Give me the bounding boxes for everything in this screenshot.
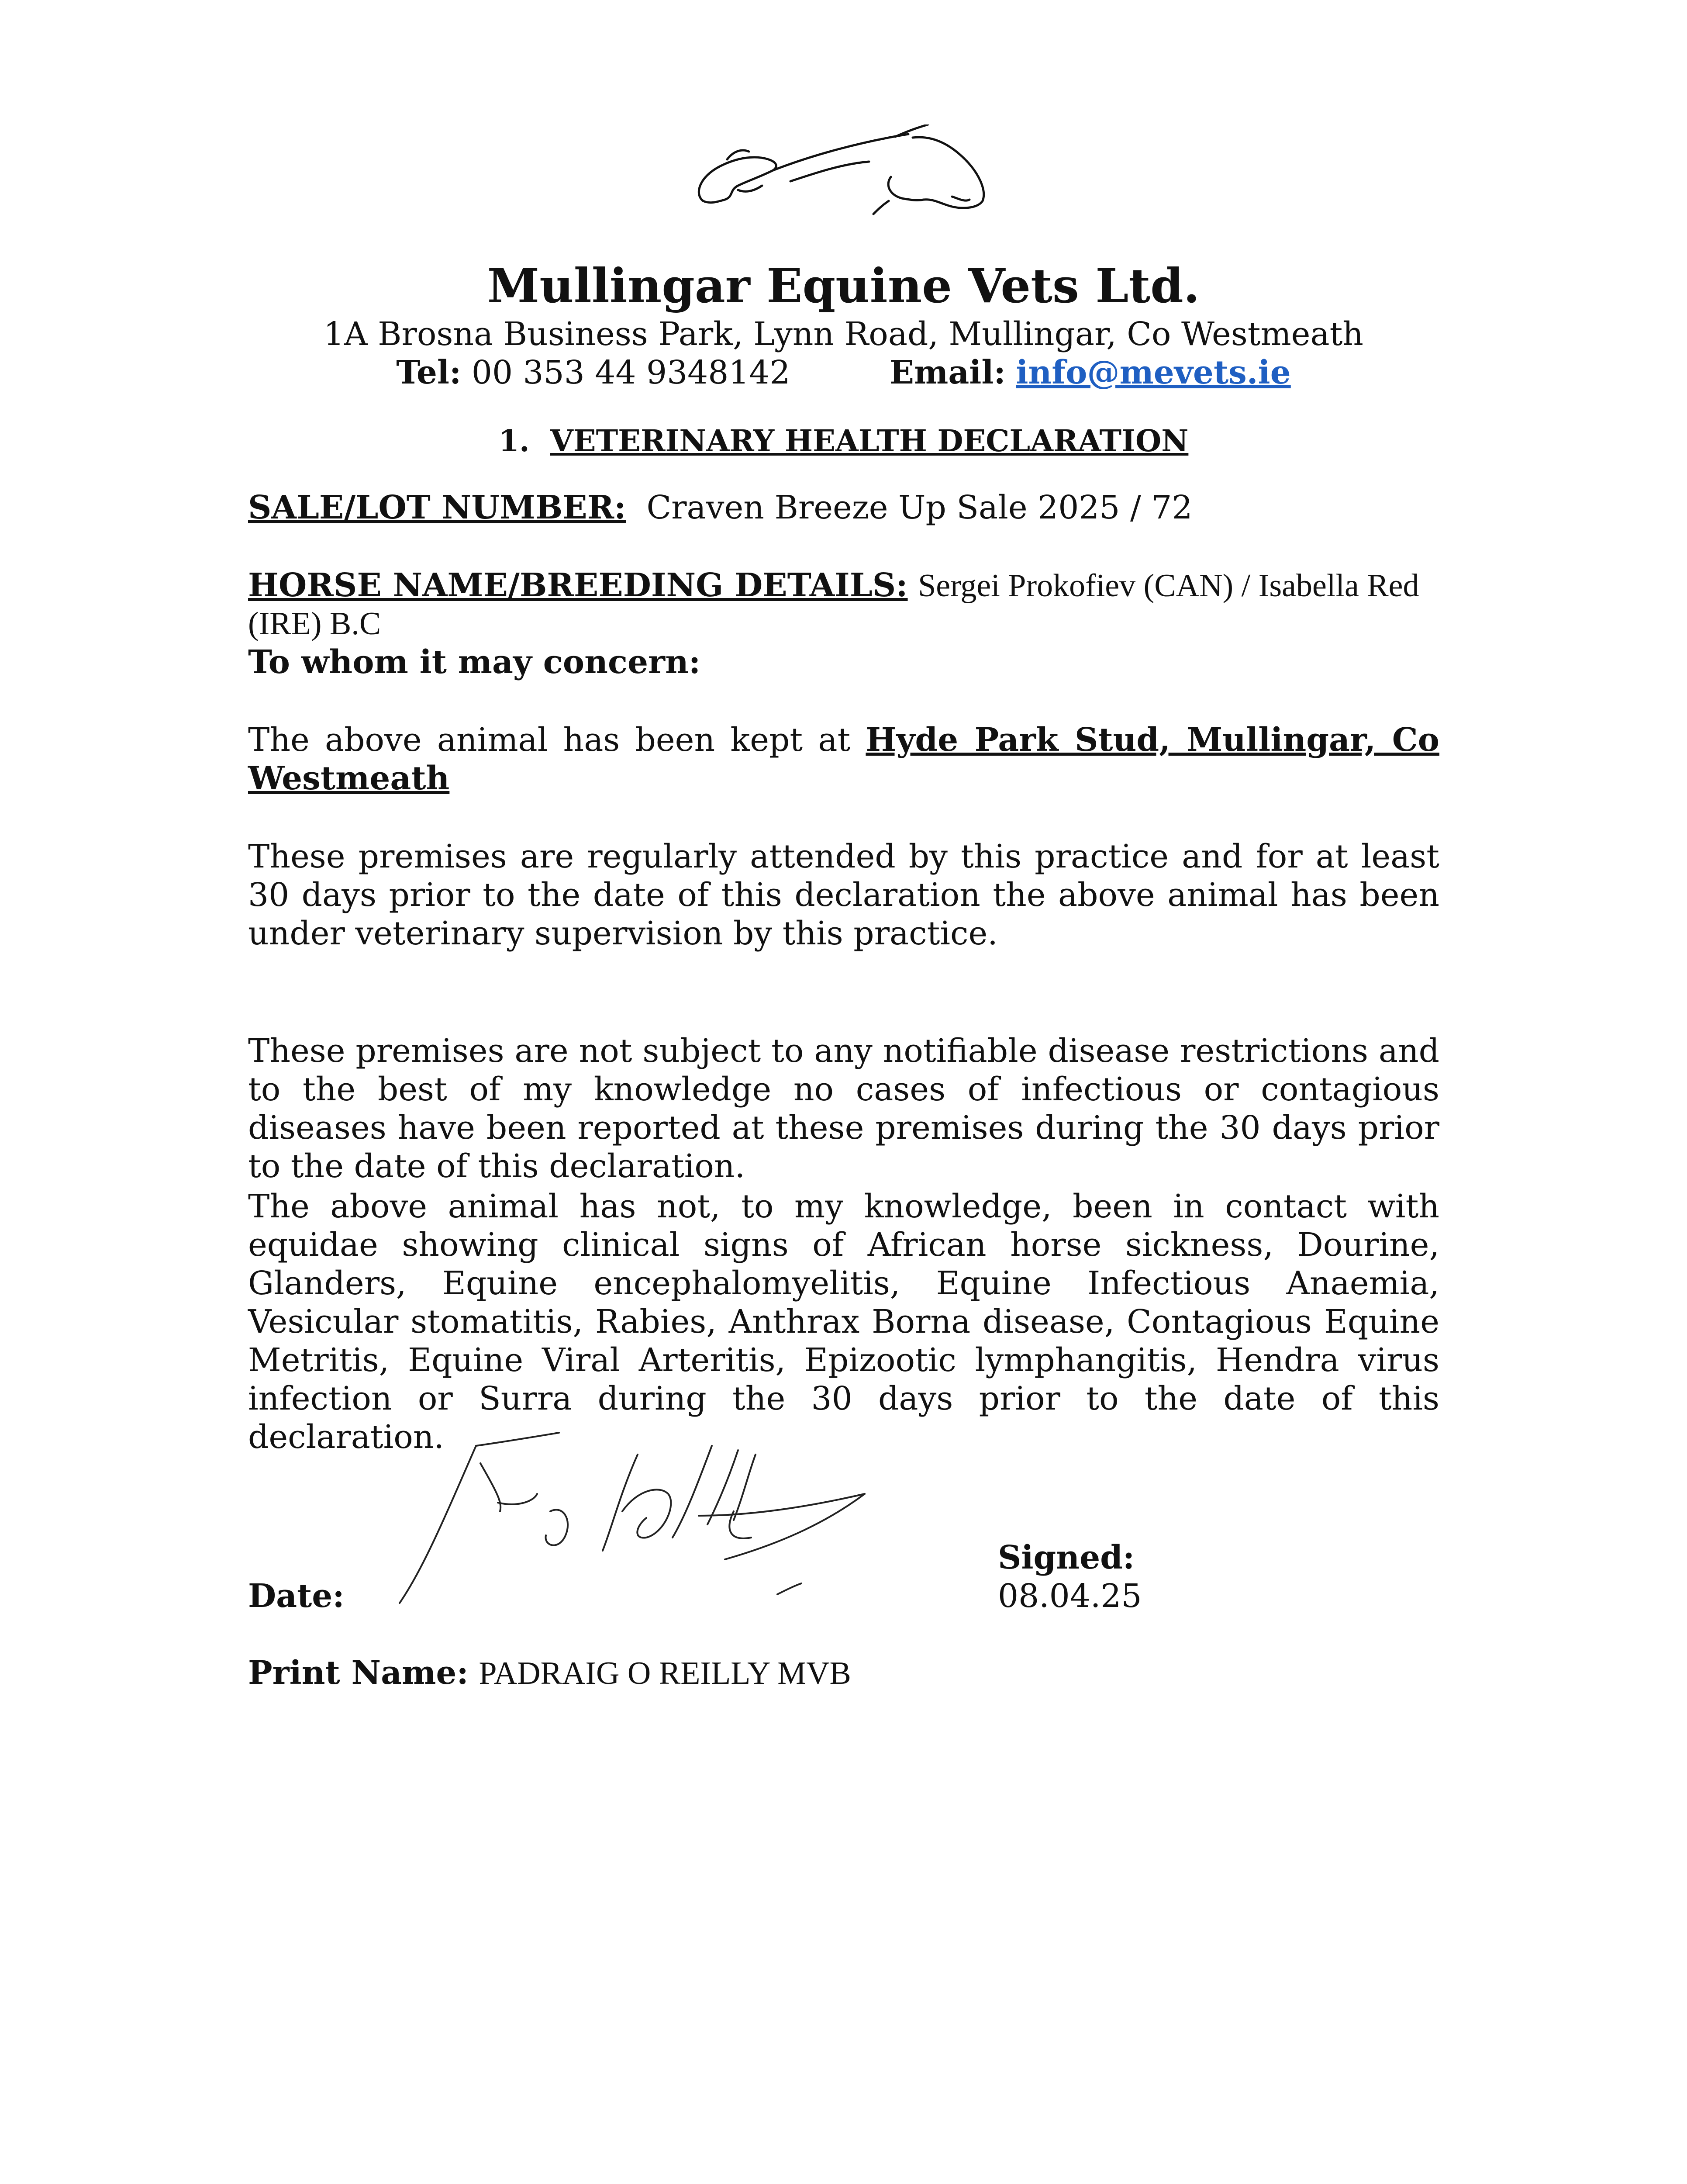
declaration-title: VETERINARY HEALTH DECLARATION (550, 424, 1189, 459)
horse-head-logo-icon (686, 124, 991, 229)
print-name-row (248, 1654, 1439, 1693)
sale-lot-row (248, 488, 1439, 527)
sale-lot-label: SALE/LOT NUMBER: (248, 489, 626, 526)
print-name-label: Print Name: (248, 1654, 469, 1692)
signed-value: 08.04.25 (998, 1577, 1142, 1615)
horse-details-value: Sergei Prokofiev (CAN) / Isabella Red (918, 568, 1419, 604)
contact-line (0, 353, 1687, 392)
horse-details-value-line2: (IRE) B.C (248, 606, 381, 642)
handwritten-signature-icon (393, 1428, 943, 1612)
tel-label: Tel: (396, 354, 462, 391)
declaration-number: 1. (498, 424, 530, 459)
horse-details-row (248, 566, 1439, 605)
salutation: To whom it may concern: (248, 643, 701, 681)
stud-location: Hyde Park Stud, Mullingar, Co Westmeath (248, 721, 1439, 797)
date-label: Date: (248, 1577, 345, 1615)
paragraph-restrictions: These premises are not subject to any notifiable disease restrictions and to the best of my knowledge no cases of infectious or contagious diseases have been reported at these premises during the 30 days prior to the date of this declaration. (248, 1032, 1439, 1185)
email-label: Email: (889, 354, 1006, 391)
paragraph-kept-at-text: The above animal has been kept at (248, 721, 851, 759)
tel-value: 00 353 44 9348142 (471, 354, 790, 391)
email-link[interactable]: info@mevets.ie (1016, 354, 1291, 391)
paragraph-supervision: These premises are regularly attended by this practice and for at least 30 days prior to the date of this declaration the above animal has been under veterinary supervision by this practice. (248, 838, 1439, 952)
signed-label: Signed: (998, 1539, 1135, 1576)
sale-lot-value: Craven Breeze Up Sale 2025 / 72 (646, 489, 1193, 526)
company-name: Mullingar Equine Vets Ltd. (487, 259, 1200, 314)
declaration-heading (0, 422, 1687, 461)
print-name-value: PADRAIG O REILLY MVB (479, 1655, 851, 1691)
paragraph-kept-at (248, 721, 1439, 798)
company-address: 1A Brosna Business Park, Lynn Road, Mullingar, Co Westmeath (324, 315, 1363, 353)
paragraph-disease-contact: The above animal has not, to my knowledge, been in contact with equidae showing clinical signs of African horse sickness, Dourine, Glanders, Equine encephalomyelitis, Equine Infectious Anaemia, Vesicular stomatitis, Rabies, Anthrax Borna disease, Contagious Equine Metritis, Equine Viral Arteritis, Epizootic lymphangitis, Hendra virus infection or Surra during the 30 days prior to the date of this declaration. (248, 1188, 1439, 1456)
horse-details-label: HORSE NAME/BREEDING DETAILS: (248, 567, 908, 604)
